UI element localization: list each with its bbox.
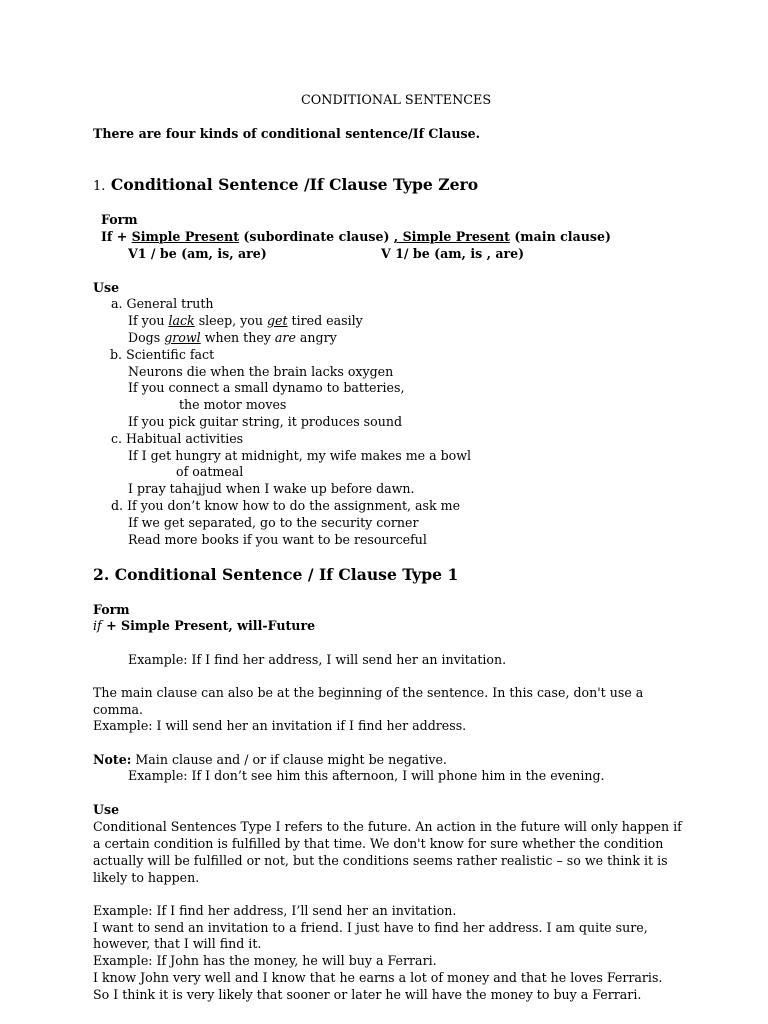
s2-use-line-1: Conditional Sentences Type I refers to the future. An action in the future will only happen if <box>93 819 682 834</box>
emphasis-word: growl <box>164 330 201 345</box>
use-a-label: a. General truth <box>111 296 214 311</box>
page-title: CONDITIONAL SENTENCES <box>301 93 492 108</box>
use-label: Use <box>93 280 120 295</box>
formula-if: if <box>93 618 102 633</box>
s2-note <box>93 751 447 768</box>
s2-para-1c: Example: I will send her an invitation if I find her address. <box>93 718 467 733</box>
text-span: tired easily <box>287 313 363 328</box>
emphasis-word: lack <box>168 313 195 328</box>
s2-para-1b: comma. <box>93 702 144 717</box>
use-d-example-2: Read more books if you want to be resourceful <box>128 532 427 547</box>
section-1-title: Conditional Sentence /If Clause Type Zero <box>110 175 479 194</box>
formula-rest: + Simple Present, will-Future <box>101 618 316 633</box>
formula-simple-present-2: Simple Present <box>398 229 510 244</box>
s2-example-line-1: Example: If I find her address, I’ll send her an invitation. <box>93 903 457 918</box>
section-2-heading: 2. Conditional Sentence / If Clause Type 1 <box>93 565 459 584</box>
use-b-example-2: If you connect a small dynamo to batteries, <box>128 380 405 395</box>
s2-example-1: Example: If I find her address, I will send her an invitation. <box>128 652 507 667</box>
formula-if: If + <box>101 229 132 244</box>
text-span: Dogs <box>128 330 165 345</box>
s2-example-line-5: I know John very well and I know that he earns a lot of money and that he loves Ferraris. <box>93 970 663 985</box>
formula-simple-present-1: Simple Present <box>131 229 240 244</box>
intro-text: There are four kinds of conditional sentence/If Clause. <box>93 126 481 141</box>
note-label: Note: <box>93 752 132 767</box>
text-span: If you <box>128 313 169 328</box>
use-d-example-1: If we get separated, go to the security corner <box>128 515 419 530</box>
s2-note-example: Example: If I don’t see him this afternoon, I will phone him in the evening. <box>128 768 605 783</box>
text-span: sleep, you <box>194 313 267 328</box>
s2-para-1a: The main clause can also be at the beginning of the sentence. In this case, don't use a <box>93 685 644 700</box>
s2-use-label: Use <box>93 802 120 817</box>
section-1-heading <box>93 175 478 197</box>
text-span: angry <box>295 330 337 345</box>
s2-use-line-2: a certain condition is fulfilled by that time. We don't know for sure whether the condition <box>93 836 664 851</box>
s2-use-line-4: likely to happen. <box>93 870 200 885</box>
s2-form-label: Form <box>93 602 130 617</box>
use-c-example-2: I pray tahajjud when I wake up before dawn. <box>128 481 415 496</box>
form-label: Form <box>101 212 138 227</box>
verb-form-2: V 1/ be (am, is , are) <box>381 246 525 261</box>
section-1-number: 1. <box>93 179 106 194</box>
note-text: Main clause and / or if clause might be negative. <box>131 752 447 767</box>
verb-form-1: V1 / be (am, is, are) <box>128 246 267 261</box>
s2-example-line-3: however, that I will find it. <box>93 936 262 951</box>
use-d-label: d. If you don’t know how to do the assignment, ask me <box>111 498 461 513</box>
use-b-example-1: Neurons die when the brain lacks oxygen <box>128 364 394 379</box>
use-a-example-1 <box>128 312 363 329</box>
s2-example-line-2: I want to send an invitation to a friend. I just have to find her address. I am quite sure, <box>93 920 648 935</box>
s2-form-formula <box>93 617 315 634</box>
s2-example-line-4: Example: If John has the money, he will buy a Ferrari. <box>93 953 437 968</box>
formula-main: (main clause) <box>509 229 611 244</box>
use-c-label: c. Habitual activities <box>111 431 244 446</box>
emphasis-word: get <box>266 313 288 328</box>
formula-comma: , <box>393 229 399 244</box>
s2-example-line-6: So I think it is very likely that sooner or later he will have the money to buy a Ferrari. <box>93 987 642 1002</box>
text-span: when they <box>200 330 275 345</box>
use-c-example-1-cont: of oatmeal <box>176 464 244 479</box>
emphasis-word: are <box>274 330 296 345</box>
use-b-example-3: If you pick guitar string, it produces sound <box>128 414 403 429</box>
formula-subordinate: (subordinate clause) <box>239 229 394 244</box>
use-b-example-2-cont: the motor moves <box>179 397 287 412</box>
use-c-example-1: If I get hungry at midnight, my wife makes me a bowl <box>128 448 472 463</box>
use-b-label: b. Scientific fact <box>110 347 215 362</box>
s2-use-line-3: actually will be fulfilled or not, but the conditions seems rather realistic – so we think it is <box>93 853 668 868</box>
use-a-example-2 <box>128 329 337 346</box>
form-formula <box>101 228 611 245</box>
